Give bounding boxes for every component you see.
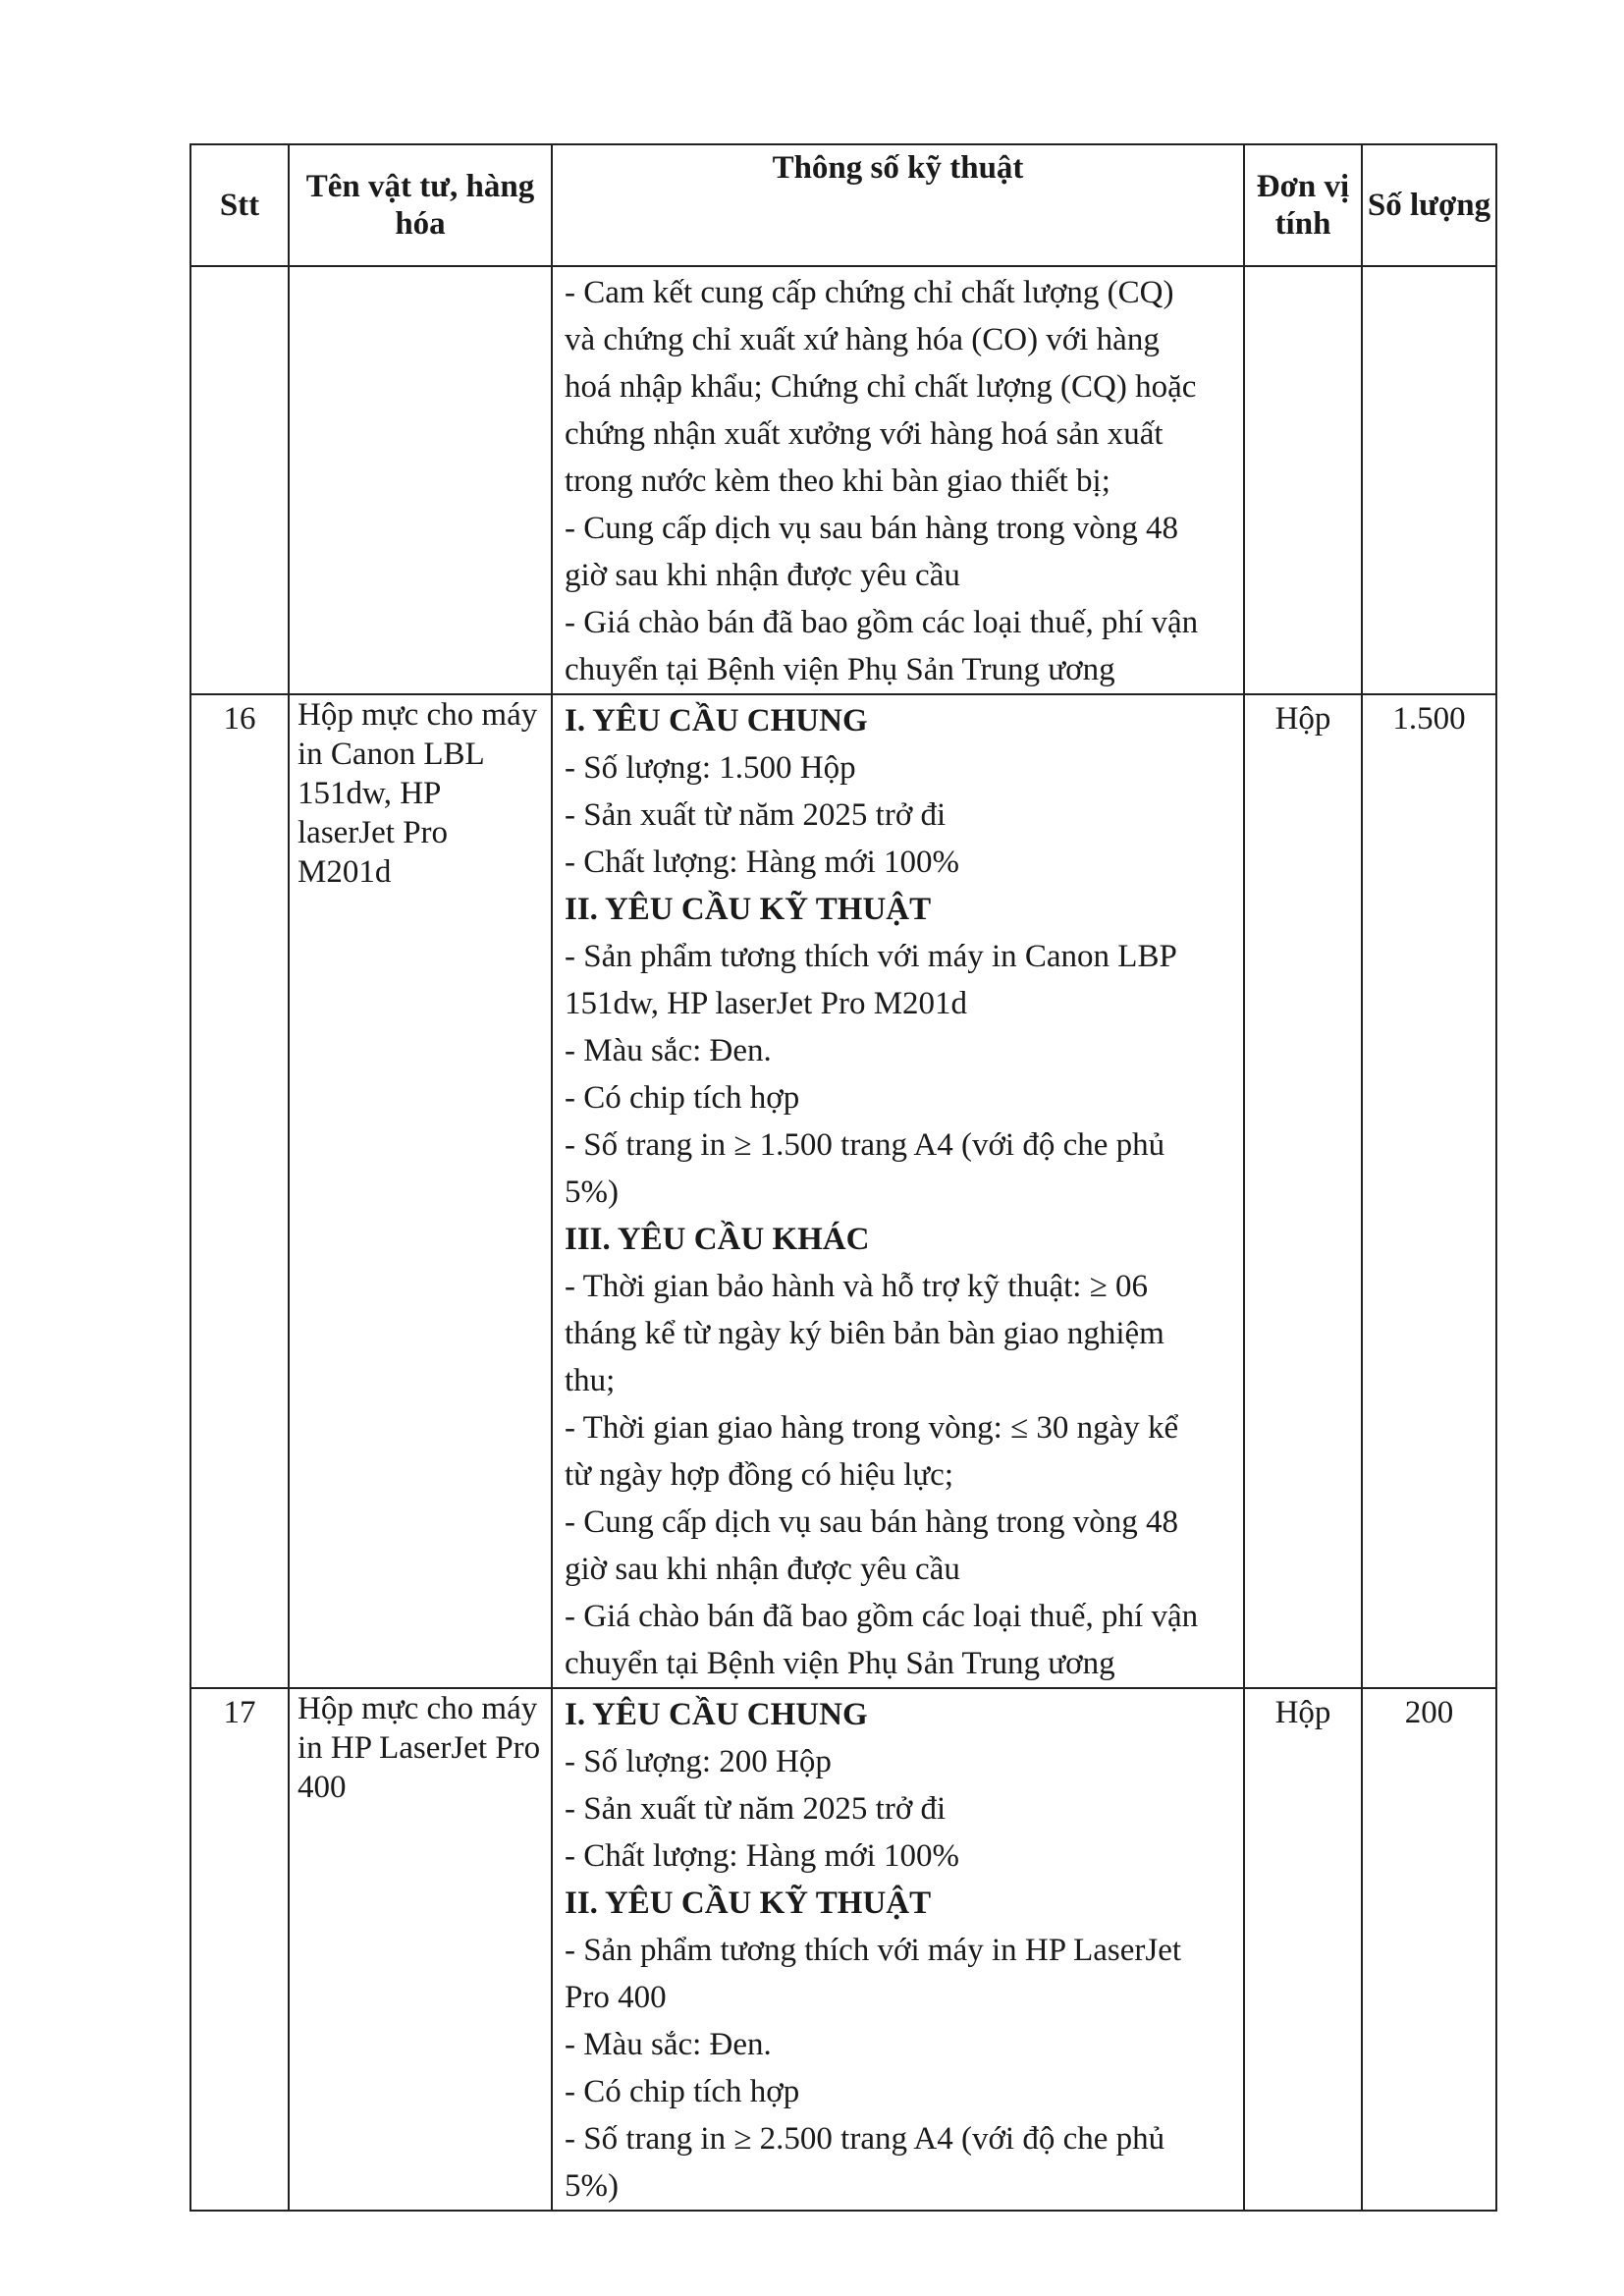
spec-line: - Chất lượng: Hàng mới 100%	[565, 1838, 959, 1874]
spec-line: - Số trang in ≥ 1.500 trang A4 (với độ che phủ	[565, 1127, 1165, 1163]
spec-section-heading: II. YÊU CẦU KỸ THUẬT	[565, 892, 932, 927]
spec-section-heading: III. YÊU CẦU KHÁC	[565, 1222, 870, 1257]
header-row	[190, 144, 1496, 266]
spec-line: 5%)	[565, 2168, 619, 2204]
header-spec: Thông số kỹ thuật	[552, 144, 1244, 266]
spec-line: chuyển tại Bệnh viện Phụ Sản Trung ương	[565, 1646, 1115, 1681]
spec-line: chứng nhận xuất xưởng với hàng hoá sản xuất	[565, 416, 1164, 452]
row-stt: 16	[190, 694, 289, 1688]
row-name: Hộp mực cho máy in Canon LBL 151dw, HP laserJet Pro M201d	[289, 694, 552, 1688]
row-spec	[552, 694, 1244, 1688]
spec-line: - Số lượng: 1.500 Hộp	[565, 750, 856, 786]
spec-line: - Cung cấp dịch vụ sau bán hàng trong vòng 48	[565, 1504, 1179, 1540]
spec-line: giờ sau khi nhận được yêu cầu	[565, 558, 960, 593]
spec-line: giờ sau khi nhận được yêu cầu	[565, 1552, 960, 1587]
row-qty: 1.500	[1362, 694, 1496, 1688]
row-name	[289, 266, 552, 694]
spec-line: - Sản xuất từ năm 2025 trở đi	[565, 1791, 947, 1827]
spec-line: - Màu sắc: Đen.	[565, 1033, 772, 1068]
row-qty: 200	[1362, 1688, 1496, 2211]
row-name: Hộp mực cho máy in HP LaserJet Pro 400	[289, 1688, 552, 2211]
spec-line: - Thời gian giao hàng trong vòng: ≤ 30 ngày kể	[565, 1410, 1179, 1446]
table-row	[190, 266, 1496, 694]
spec-table	[189, 143, 1497, 2212]
spec-line: tháng kể từ ngày ký biên bản bàn giao nghiệm	[565, 1316, 1164, 1351]
spec-line: - Có chip tích hợp	[565, 2074, 800, 2109]
spec-line: từ ngày hợp đồng có hiệu lực;	[565, 1457, 953, 1493]
spec-line: 5%)	[565, 1175, 619, 1210]
spec-line: hoá nhập khẩu; Chứng chỉ chất lượng (CQ) hoặc	[565, 369, 1197, 405]
spec-section-heading: I. YÊU CẦU CHUNG	[565, 703, 868, 738]
header-stt: Stt	[190, 144, 289, 266]
header-unit: Đơn vị tính	[1244, 144, 1362, 266]
row-unit	[1244, 266, 1362, 694]
spec-line: chuyển tại Bệnh viện Phụ Sản Trung ương	[565, 652, 1115, 687]
spec-line: - Cam kết cung cấp chứng chỉ chất lượng (CQ)	[565, 275, 1174, 310]
row-stt	[190, 266, 289, 694]
spec-line: - Thời gian bảo hành và hỗ trợ kỹ thuật: ≥ 06	[565, 1269, 1149, 1304]
row-spec	[552, 1688, 1244, 2211]
spec-line: - Sản phẩm tương thích với máy in Canon LBP	[565, 939, 1177, 974]
spec-line: - Giá chào bán đã bao gồm các loại thuế, phí vận	[565, 605, 1199, 640]
spec-line: - Màu sắc: Đen.	[565, 2027, 772, 2062]
spec-line: - Sản phẩm tương thích với máy in HP LaserJet	[565, 1933, 1182, 1968]
spec-line: Pro 400	[565, 1980, 667, 2015]
spec-line: - Giá chào bán đã bao gồm các loại thuế, phí vận	[565, 1599, 1199, 1634]
row-unit: Hộp	[1244, 694, 1362, 1688]
row-stt: 17	[190, 1688, 289, 2211]
spec-line: - Sản xuất từ năm 2025 trở đi	[565, 797, 947, 833]
spec-line: - Có chip tích hợp	[565, 1080, 800, 1116]
spec-line: - Cung cấp dịch vụ sau bán hàng trong vòng 48	[565, 511, 1179, 546]
row-unit: Hộp	[1244, 1688, 1362, 2211]
header-name: Tên vật tư, hàng hóa	[289, 144, 552, 266]
table-row	[190, 1688, 1496, 2211]
spec-line: - Số lượng: 200 Hộp	[565, 1744, 832, 1779]
spec-line: thu;	[565, 1363, 616, 1398]
row-spec	[552, 266, 1244, 694]
spec-line: trong nước kèm theo khi bàn giao thiết bị;	[565, 464, 1110, 499]
table-row	[190, 694, 1496, 1688]
spec-section-heading: I. YÊU CẦU CHUNG	[565, 1697, 868, 1732]
row-qty	[1362, 266, 1496, 694]
spec-line: - Chất lượng: Hàng mới 100%	[565, 845, 959, 880]
spec-line: và chứng chỉ xuất xứ hàng hóa (CO) với hàng	[565, 322, 1160, 357]
spec-line: - Số trang in ≥ 2.500 trang A4 (với độ che phủ	[565, 2121, 1165, 2157]
spec-line: 151dw, HP laserJet Pro M201d	[565, 986, 968, 1021]
header-qty: Số lượng	[1362, 144, 1496, 266]
spec-section-heading: II. YÊU CẦU KỸ THUẬT	[565, 1886, 932, 1921]
